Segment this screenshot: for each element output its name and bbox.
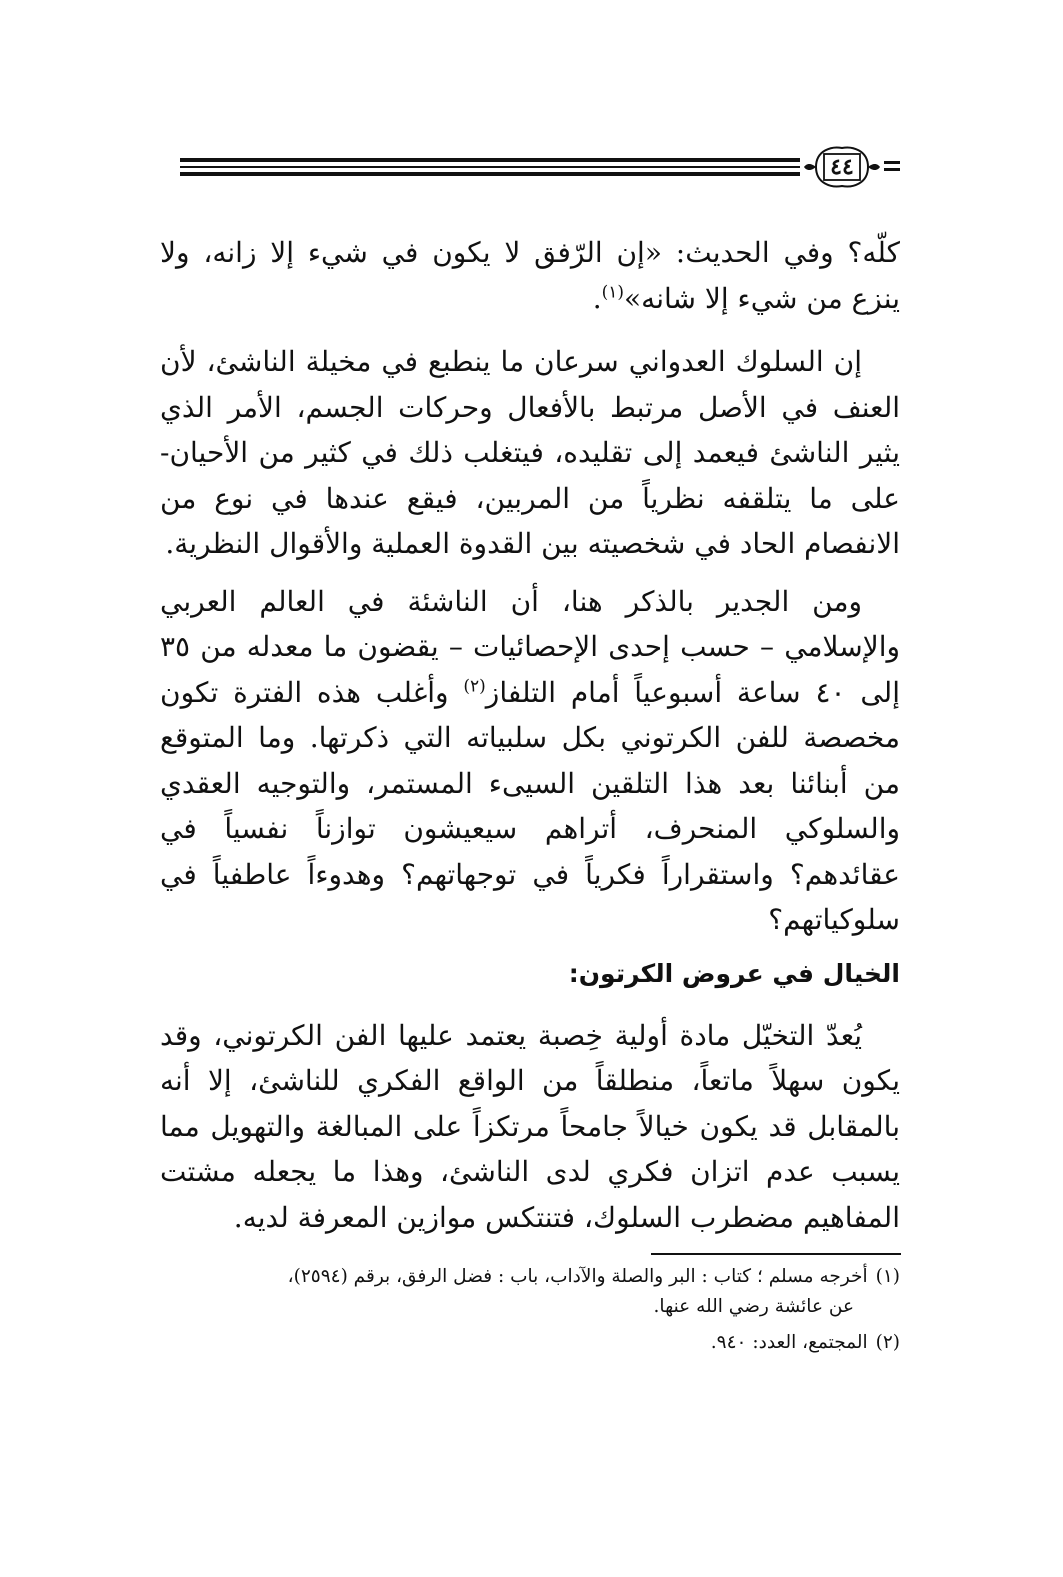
paragraph-4: يُعدّ التخيّل مادة أولية خِصبة يعتمد عليها الفن الكرتوني، وقد يكون سهلاً ماتعاً، منطلقاً من الواقع الفكري للناشئ، إلا أنه بالمقابل قد يكون خيالاً جامحاً مرتكزاً على المبالغة والتهويل مما يسبب عدم اتزان فكري لدى الناشئ، وهذا ما يجعله مشتت المفاهيم مضطرب السلوك، فتنتكس موازين المعرفة لديه. [160, 1018, 900, 1234]
paragraph-text: كلّه؟ وفي الحديث: «إن الرّفق لا يكون في شيء إلا زانه، ولا ينزع من شيء إلا شانه» [160, 236, 900, 315]
page-header [180, 142, 900, 192]
paragraph-2: إن السلوك العدواني سرعان ما ينطبع في مخيلة الناشئ، لأن العنف في الأصل مرتبط بالأفعال وحركات الجسم، الأمر الذي يثير الناشئ فيعمد إلى تقليده، فيتغلب ذلك في كثير من الأحيان- على ما يتلقفه نظرياً من المربين، فيقع عندها في نوع من الانفصام الحاد في شخصيته بين القدوة العملية والأقوال النظرية. [160, 345, 900, 560]
page-number-frame [802, 142, 882, 192]
footnote-2 [160, 1328, 900, 1358]
footnote-ref-2: (٢) [463, 676, 486, 697]
paragraph-text: . [592, 281, 602, 315]
footnote-number: (١) [875, 1266, 900, 1287]
footnote-divider [651, 1253, 901, 1255]
paragraph-3 [160, 579, 900, 943]
paragraph-text: ومن الجدير بالذكر هنا، أن الناشئة في العالم العربي والإسلامي – حسب إحدى الإحصائيات – يقضون ما معدله من ٣٥ إلى ٤٠ ساعة أسبوعياً أمام التلفاز [160, 584, 900, 709]
page-number: ٤٤ [830, 154, 854, 180]
footnote-text: أخرجه مسلم ؛ كتاب : البر والصلة والآداب، باب : فضل الرفق، برقم (٢٥٩٤)، [287, 1266, 868, 1287]
footnote-1 [160, 1262, 900, 1322]
paragraph-text: وأغلب هذه الفترة تكون مخصصة للفن الكرتوني بكل سلبياته التي ذكرتها. وما المتوقع من أبنائنا بعد هذا التلقين السيىء المستمر، والتوجيه العقدي والسلوكي المنحرف، أتراهم سيعيشون توازناً نفسياً في عقائدهم؟ واستقراراً فكرياً في توجهاتهم؟ وهدوءاً عاطفياً في سلوكياتهم؟ [160, 675, 900, 936]
section-heading: الخيال في عروض الكرتون: [568, 958, 900, 988]
header-dash [884, 160, 900, 172]
header-rule [180, 172, 800, 176]
footnote-text: عن عائشة رضي الله عنها. [653, 1296, 854, 1317]
footnote-number: (٢) [875, 1332, 900, 1353]
footnote-ref-1: (١) [601, 282, 625, 303]
header-rule [180, 158, 800, 162]
footnote-text: المجتمع، العدد: ٩٤٠. [710, 1332, 868, 1353]
header-rule [180, 166, 800, 168]
page-body [160, 230, 900, 1252]
footnotes [160, 1262, 900, 1364]
paragraph-1 [160, 230, 900, 321]
